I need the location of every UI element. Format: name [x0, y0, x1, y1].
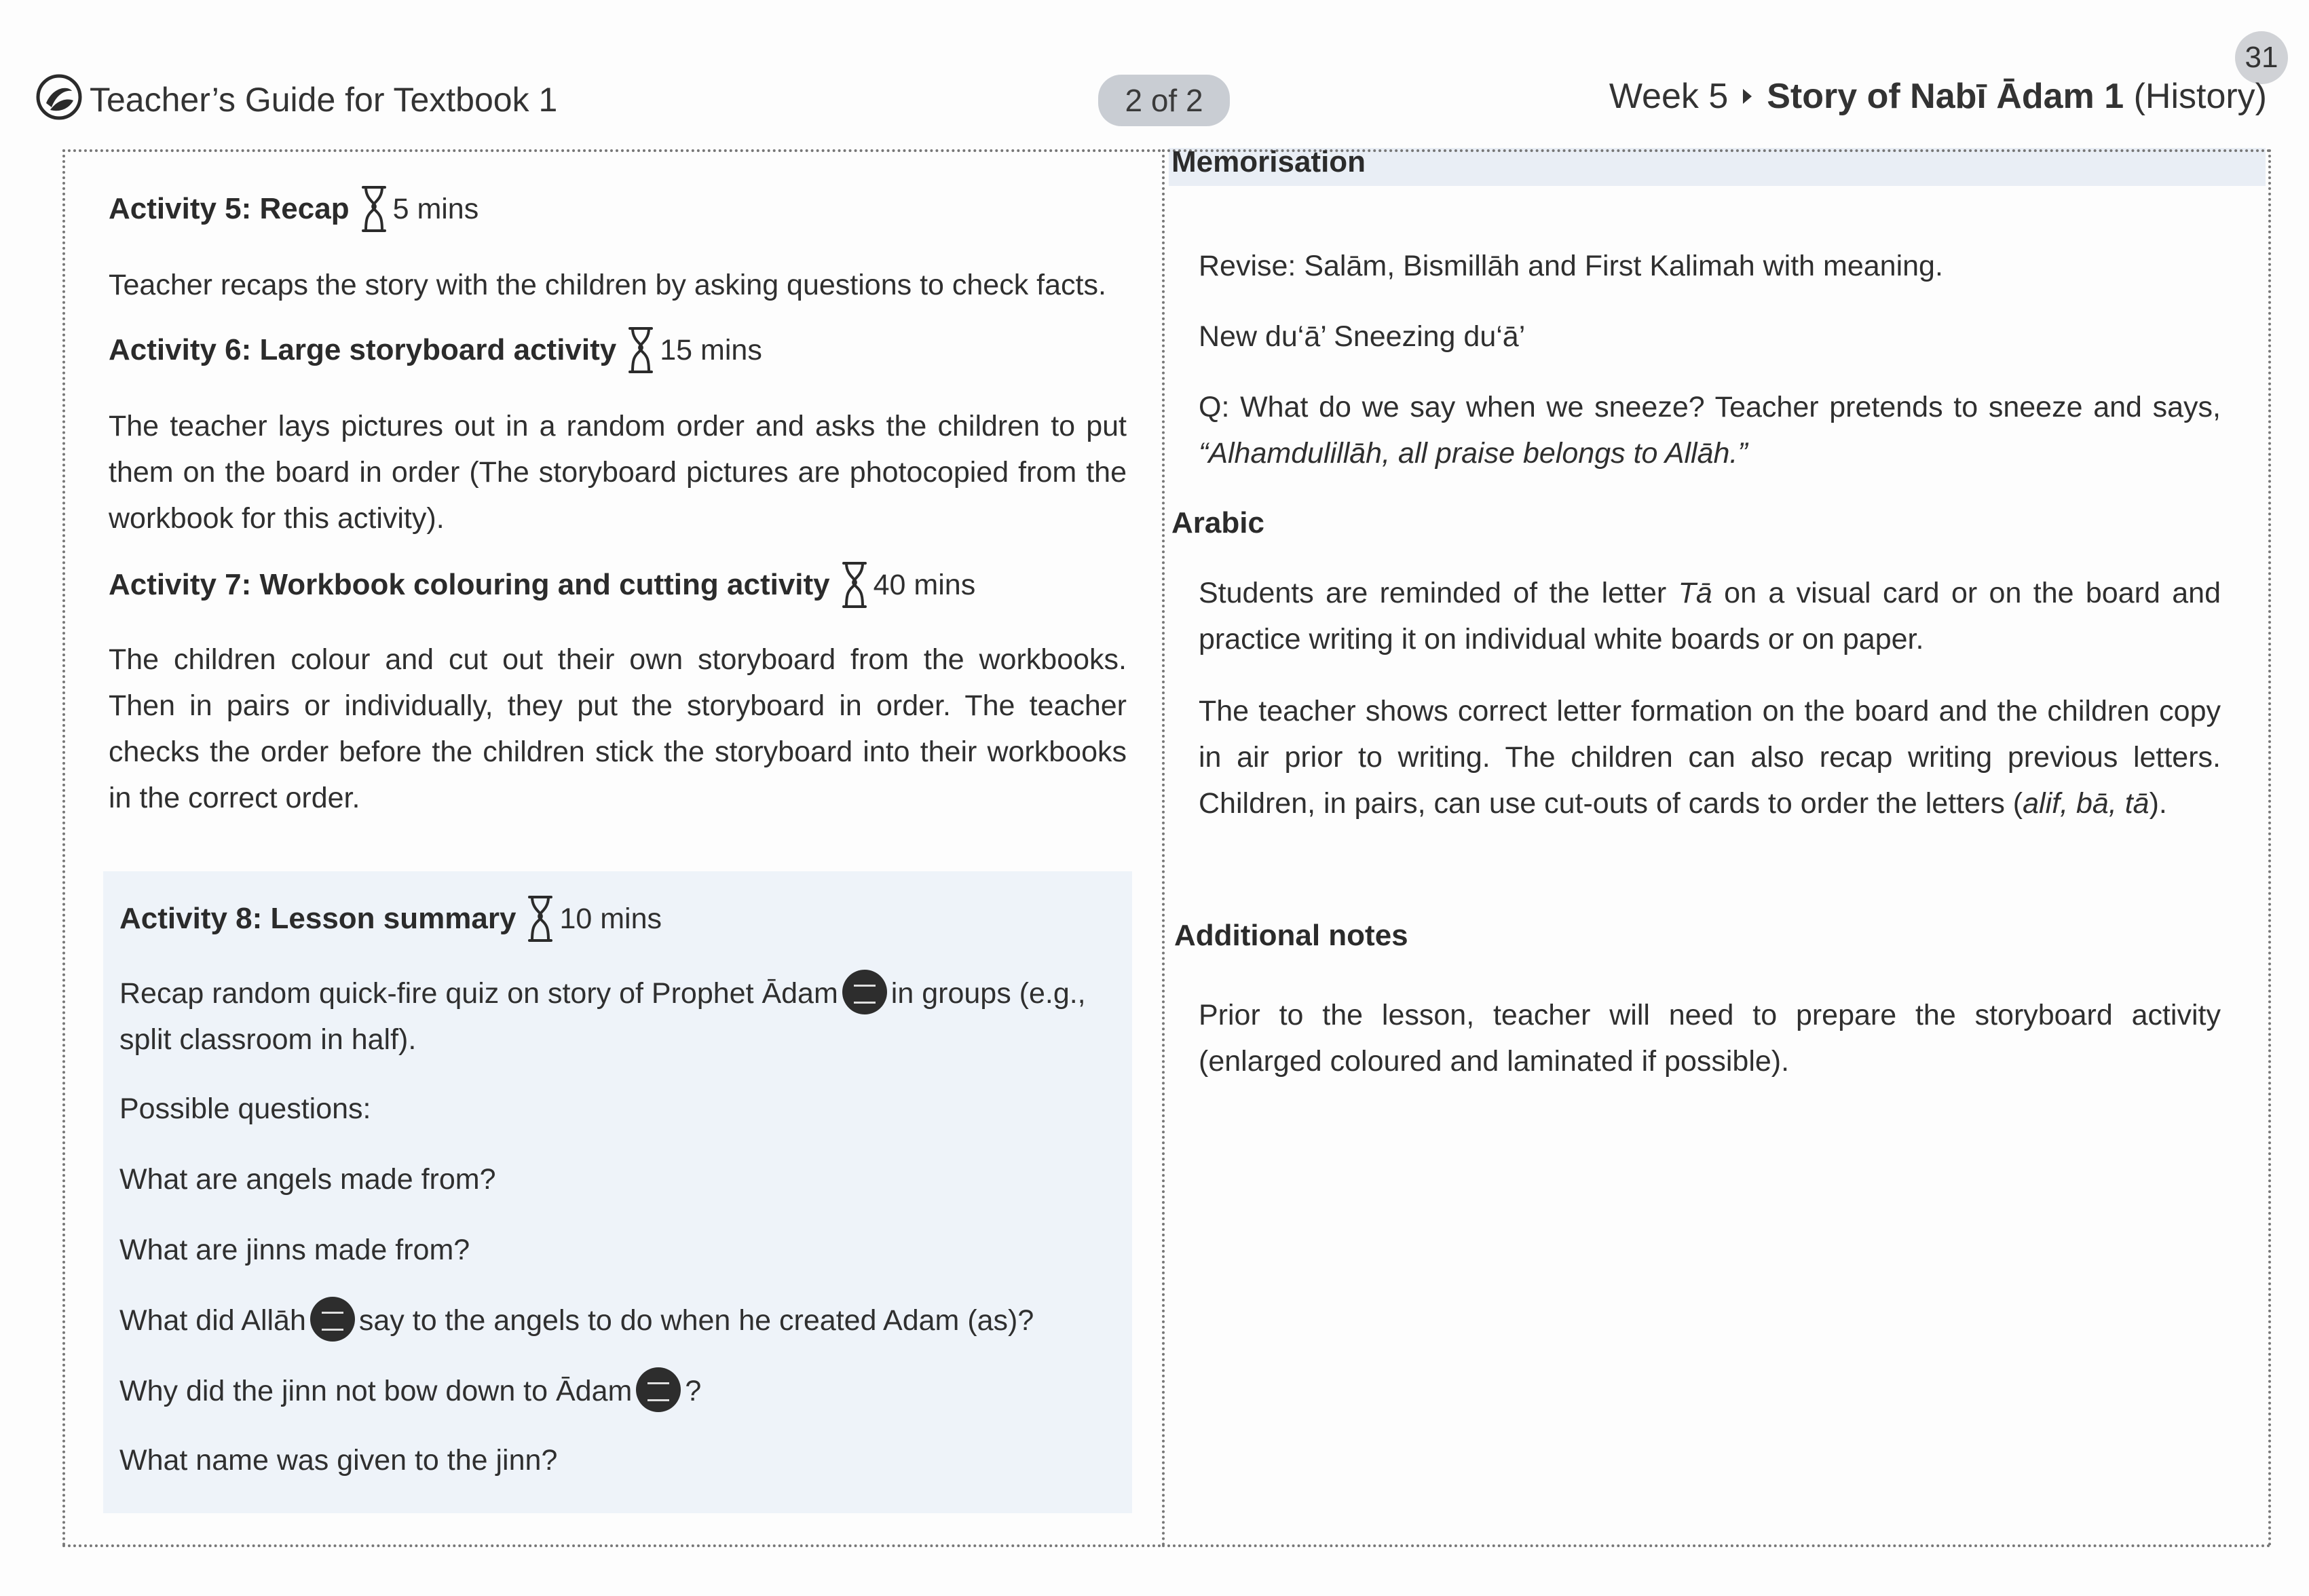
- arabic-p1-b: on a visual card or on the board and practice writing it on individual white boards or on paper.: [1199, 577, 2221, 656]
- activity-8-title: Activity 8: Lesson summary: [119, 902, 517, 935]
- breadcrumb: [1609, 76, 2267, 117]
- hourglass-icon: [840, 560, 869, 609]
- memorisation-new-dua: New du‘ā’ Sneezing du‘ā’: [1199, 320, 1526, 353]
- activity-6-heading: [109, 326, 762, 375]
- subhanahu-icon: [310, 1297, 355, 1342]
- guide-title: Teacher’s Guide for Textbook 1: [90, 81, 558, 119]
- question-4-b: ?: [685, 1375, 702, 1407]
- activity-7-title: Activity 7: Workbook colouring and cutting activity: [109, 568, 830, 601]
- hourglass-icon: [626, 326, 656, 375]
- question-3-a: What did Allāh: [119, 1304, 306, 1337]
- activity-7-heading: [109, 560, 975, 609]
- hourglass-icon: [525, 894, 555, 943]
- activity-6-text: The teacher lays pictures out in a random order and asks the children to put them on the board in order (The storyboard pictures are photocopied from the workbook for this activity).: [109, 410, 1127, 535]
- activity-6-duration: 15 mins: [660, 333, 762, 366]
- memorisation-quote: “Alhamdulillāh, all praise belongs to Allāh.”: [1199, 437, 1748, 470]
- question-4-a: Why did the jinn not bow down to Ādam: [119, 1375, 633, 1407]
- alayhis-salam-icon: [842, 970, 887, 1014]
- activity-6-title: Activity 6: Large storyboard activity: [109, 333, 617, 366]
- activity-5-title: Activity 5: Recap: [109, 192, 350, 225]
- activity-8-duration: 10 mins: [559, 902, 662, 935]
- alayhis-salam-icon: [636, 1367, 681, 1412]
- arabic-letter: Tā: [1678, 577, 1712, 609]
- hourglass-icon: [359, 185, 389, 233]
- memorisation-title: Memorisation: [1171, 145, 1366, 178]
- question-1: What are angels made from?: [119, 1163, 496, 1196]
- activity-7-text: The children colour and cut out their own storyboard from the workbooks. Then in pairs or individually, they put the storyboard in order. The teacher checks the order before the children stick the storyboard into their workbooks in the correct order.: [109, 643, 1127, 814]
- question-4: [119, 1368, 701, 1414]
- page-indicator: 2 of 2: [1098, 75, 1230, 126]
- breadcrumb-week: Week 5: [1609, 77, 1729, 116]
- page-number-badge: 31: [2235, 31, 2288, 84]
- arabic-p2-a: The teacher shows correct letter formation on the board and the children copy in air prior to writing. The children can also recap writing previous letters. Children, in pairs, can use cut-outs of cards to order the letters (: [1199, 695, 2221, 820]
- publisher-logo-icon: [35, 73, 83, 121]
- additional-notes-title: Additional notes: [1174, 919, 1408, 952]
- activity-8-heading: [119, 894, 662, 943]
- breadcrumb-story: Story of Nabī Ādam 1: [1767, 77, 2124, 116]
- question-3-b: say to the angels to do when he created Adam (as)?: [358, 1304, 1034, 1337]
- arabic-paragraph-1: [1199, 570, 2221, 662]
- arabic-title: Arabic: [1171, 506, 1264, 539]
- activity-5-heading: [109, 185, 478, 233]
- question-2: What are jinns made from?: [119, 1234, 470, 1266]
- additional-notes-text: Prior to the lesson, teacher will need to prepare the storyboard activity (enlarged coloured and laminated if possible).: [1199, 999, 2221, 1078]
- memorisation-revise: Revise: Salām, Bismillāh and First Kalimah with meaning.: [1199, 250, 1943, 282]
- possible-questions-label: Possible questions:: [119, 1092, 371, 1125]
- arabic-p1-a: Students are reminded of the letter: [1199, 577, 1667, 609]
- arabic-letters: alif, bā, tā: [2023, 787, 2150, 820]
- activity-8-intro: [119, 970, 1124, 1063]
- activity-8-intro-b: in groups (e.g., split classroom in half).: [119, 977, 1086, 1056]
- question-5: What name was given to the jinn?: [119, 1444, 558, 1477]
- activity-5-text: Teacher recaps the story with the children by asking questions to check facts.: [109, 269, 1106, 301]
- question-3: [119, 1297, 1034, 1344]
- breadcrumb-subject: (History): [2133, 77, 2267, 116]
- activity-7-duration: 40 mins: [873, 568, 976, 601]
- memorisation-question: [1199, 384, 2221, 476]
- caret-right-icon: [1743, 89, 1752, 104]
- memorisation-question-text: Q: What do we say when we sneeze? Teacher pretends to sneeze and says,: [1199, 391, 2221, 423]
- activity-8-intro-a: Recap random quick-fire quiz on story of Prophet Ādam: [119, 977, 838, 1010]
- arabic-p2-b: ).: [2149, 787, 2167, 820]
- arabic-paragraph-2: [1199, 688, 2221, 826]
- activity-5-duration: 5 mins: [392, 192, 479, 225]
